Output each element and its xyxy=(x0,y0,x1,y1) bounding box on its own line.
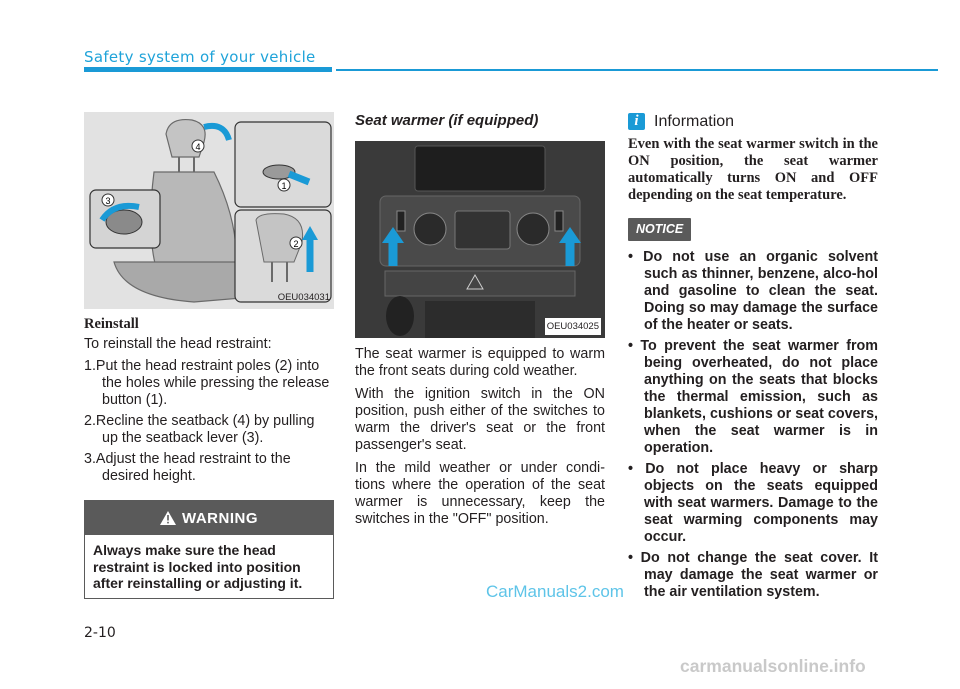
callout-4: 4 xyxy=(195,142,201,152)
notice-list xyxy=(628,249,878,601)
head-restraint-illustration xyxy=(84,112,334,309)
paragraph: In the mild weather or under condi-tions where the operation of the seat warmer is unnecessary, keep the switches in the "OFF" position. xyxy=(355,460,605,527)
seat-warmer-title: Seat warmer (if equipped) xyxy=(355,112,539,129)
notice-item: • Do not change the seat cover. It may damage the seat warmer or the air ventilation system. xyxy=(628,550,878,600)
column-left xyxy=(84,112,334,599)
information-title: Information xyxy=(654,113,735,130)
section-header-title: Safety system of your vehicle xyxy=(84,48,316,66)
warning-label: WARNING xyxy=(182,509,258,527)
seat-warmer-illustration xyxy=(355,141,605,338)
image-caption: OEU034025 xyxy=(545,318,601,335)
intro-text: To reinstall the head restraint: xyxy=(84,336,272,352)
steps-list xyxy=(84,358,334,485)
warning-text: Always make sure the head restraint is locked into position after reinstalling or adjusting it. xyxy=(93,542,303,591)
page-number: 2-10 xyxy=(84,625,116,641)
warning-triangle-icon xyxy=(160,511,176,525)
notice-item: • To prevent the seat warmer from being overheated, do not place anything on the seats that blocks the thermal emission, such as blankets, cushions or seat covers, when the seat warmer is in operation. xyxy=(628,338,878,456)
notice-badge: NOTICE xyxy=(628,218,691,241)
info-icon: i xyxy=(628,113,645,130)
warning-header xyxy=(85,501,333,535)
step-item: 2.Recline the seatback (4) by pulling up the seatback lever (3). xyxy=(84,413,315,446)
image-caption: OEU034031 xyxy=(277,292,330,303)
paragraph: With the ignition switch in the ON position, push either of the switches to warm the driver's seat or the front passenger's seat. xyxy=(355,386,605,453)
callout-1: 1 xyxy=(281,181,287,191)
paragraph: The seat warmer is equipped to warm the front seats during cold weather. xyxy=(355,346,605,379)
console-illustration-svg xyxy=(355,141,605,338)
warning-box xyxy=(84,500,334,599)
header-rule-thin xyxy=(336,69,938,71)
notice-item: • Do not use an organic solvent such as thinner, benzene, alco-hol and gasoline to clean the seat. Doing so may damage the surface of the heater or seats. xyxy=(628,249,878,333)
step-item: 3.Adjust the head restraint to the desired height. xyxy=(84,451,291,484)
callout-2: 2 xyxy=(293,239,299,249)
seat-illustration-svg xyxy=(84,112,334,309)
notice-item: • Do not place heavy or sharp objects on the seats equipped with seat warmers. Damage to the seat warming components may occur. xyxy=(628,461,878,545)
header-rule-thick xyxy=(84,67,332,72)
column-right xyxy=(628,112,878,605)
step-item: 1.Put the head restraint poles (2) into the holes while pressing the release button (1). xyxy=(84,358,330,408)
section-title: Reinstall xyxy=(84,316,139,332)
watermark-carmanualsonline: carmanualsonline.info xyxy=(680,656,866,676)
information-text: Even with the seat warmer switch in the ON position, the seat warmer automatically turns ON and OFF depending on the seat temperature. xyxy=(628,136,878,203)
information-header xyxy=(628,113,878,130)
callout-3: 3 xyxy=(105,196,111,206)
column-middle xyxy=(355,112,605,534)
watermark-carmanuals2: CarManuals2.com xyxy=(486,582,624,601)
